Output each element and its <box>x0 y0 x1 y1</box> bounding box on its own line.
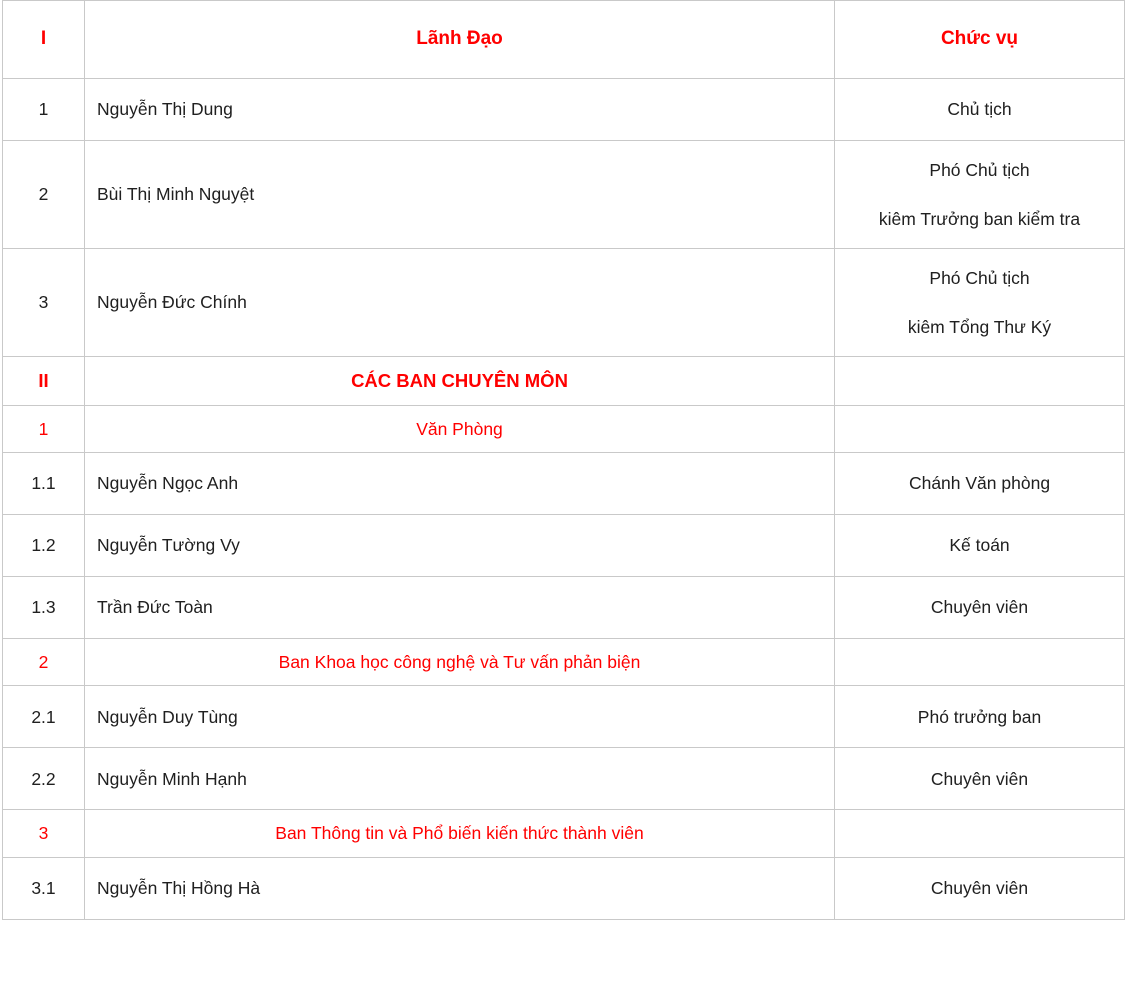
row-role <box>835 141 1125 249</box>
row-index: 2 <box>3 141 85 249</box>
row-index: 1.2 <box>3 515 85 577</box>
role-lines <box>847 766 1112 792</box>
row-role <box>835 357 1125 406</box>
row-person-name: Nguyễn Minh Hạnh <box>85 748 835 810</box>
role-line: Chuyên viên <box>930 877 1029 898</box>
row-index: 2 <box>3 639 85 686</box>
role-lines <box>847 704 1112 730</box>
role-line: kiêm Tổng Thư Ký <box>907 316 1052 337</box>
row-person-name: Nguyễn Thị Dung <box>85 79 835 141</box>
role-lines <box>847 532 1112 558</box>
table-row <box>3 453 1125 515</box>
table-header-row <box>3 1 1125 79</box>
table-row <box>3 857 1125 919</box>
row-role <box>835 453 1125 515</box>
role-lines <box>847 470 1112 496</box>
table-row <box>3 577 1125 639</box>
row-section-title: Văn Phòng <box>85 405 835 452</box>
row-person-name: Nguyễn Duy Tùng <box>85 686 835 748</box>
row-person-name: Nguyễn Ngọc Anh <box>85 453 835 515</box>
role-line: Chánh Văn phòng <box>908 473 1051 494</box>
organization-table <box>2 0 1125 920</box>
table-row <box>3 810 1125 857</box>
row-person-name: Bùi Thị Minh Nguyệt <box>85 141 835 249</box>
role-line: kiêm Trưởng ban kiểm tra <box>878 208 1081 229</box>
table-row <box>3 79 1125 141</box>
column-header-name: Lãnh Đạo <box>85 1 835 79</box>
row-index: 2.1 <box>3 686 85 748</box>
role-lines <box>847 157 1112 232</box>
row-index: 3.1 <box>3 857 85 919</box>
row-role <box>835 639 1125 686</box>
row-person-name: Trần Đức Toàn <box>85 577 835 639</box>
role-line: Chủ tịch <box>947 99 1012 120</box>
row-role <box>835 577 1125 639</box>
role-lines <box>847 875 1112 901</box>
row-section-title: Ban Thông tin và Phổ biến kiến thức thành viên <box>85 810 835 857</box>
row-index: 1 <box>3 79 85 141</box>
row-index: II <box>3 357 85 406</box>
role-lines <box>847 594 1112 620</box>
row-index: 3 <box>3 249 85 357</box>
role-line: Chuyên viên <box>930 597 1029 618</box>
column-header-role: Chức vụ <box>835 1 1125 79</box>
row-section-title: CÁC BAN CHUYÊN MÔN <box>85 357 835 406</box>
role-line: Kế toán <box>949 535 1010 556</box>
row-role <box>835 686 1125 748</box>
row-person-name: Nguyễn Tường Vy <box>85 515 835 577</box>
table-row <box>3 515 1125 577</box>
role-lines <box>847 96 1112 122</box>
row-person-name: Nguyễn Thị Hồng Hà <box>85 857 835 919</box>
role-line: Phó trưởng ban <box>917 706 1042 727</box>
row-role <box>835 748 1125 810</box>
table-row <box>3 357 1125 406</box>
row-person-name: Nguyễn Đức Chính <box>85 249 835 357</box>
row-index: 2.2 <box>3 748 85 810</box>
table-body <box>3 1 1125 920</box>
row-role <box>835 810 1125 857</box>
table-row <box>3 748 1125 810</box>
role-lines <box>847 265 1112 340</box>
table-row <box>3 249 1125 357</box>
table-row <box>3 141 1125 249</box>
role-line: Chuyên viên <box>930 768 1029 789</box>
row-index: 3 <box>3 810 85 857</box>
table-row <box>3 639 1125 686</box>
row-index: 1 <box>3 405 85 452</box>
row-role <box>835 857 1125 919</box>
row-index: 1.3 <box>3 577 85 639</box>
row-role <box>835 405 1125 452</box>
row-role <box>835 515 1125 577</box>
row-role <box>835 249 1125 357</box>
role-line: Phó Chủ tịch <box>929 160 1030 181</box>
table-row <box>3 686 1125 748</box>
table-row <box>3 405 1125 452</box>
column-header-index: I <box>3 1 85 79</box>
row-index: 1.1 <box>3 453 85 515</box>
row-section-title: Ban Khoa học công nghệ và Tư vấn phản biện <box>85 639 835 686</box>
role-line: Phó Chủ tịch <box>929 268 1030 289</box>
row-role <box>835 79 1125 141</box>
